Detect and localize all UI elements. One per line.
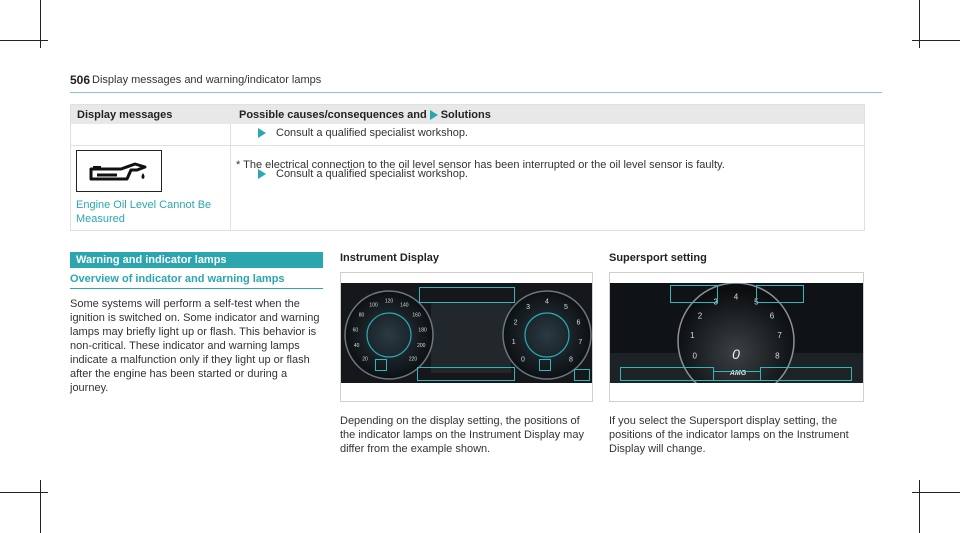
gauge-tick-label: 5 — [754, 297, 759, 307]
crop-mark — [912, 492, 960, 493]
triangle-arrow-icon — [258, 128, 266, 138]
gauge-tick-label: 160 — [412, 312, 421, 319]
gauge-tick-label: 3 — [713, 297, 718, 307]
gauge-tick-label: 0 — [521, 356, 525, 364]
gauge-tick-label: 3 — [526, 304, 531, 312]
gauge-tick-label: 5 — [563, 304, 568, 312]
oil-can-level-icon — [77, 151, 161, 191]
crop-mark — [919, 480, 920, 533]
table-header — [71, 105, 864, 124]
indicator-lamp-zone — [670, 285, 718, 303]
gauge-tick-label: 40 — [353, 343, 360, 350]
indicator-lamp-zone — [417, 367, 515, 381]
gauge-tick-label: 8 — [569, 356, 573, 364]
speed-readout: 0 — [732, 346, 740, 362]
gauge-tick-label: 8 — [775, 351, 780, 361]
gauge-tick-label: 7 — [777, 330, 782, 340]
page-header — [70, 73, 882, 93]
gauge-tick-label: 140 — [400, 302, 409, 309]
gauge-tick-label: 6 — [576, 319, 581, 327]
supersport-caption: If you select the Supersport display setting, the positions of the indicator lamps on the Instrument Display will change. — [609, 415, 849, 455]
column-header-solutions-text: Solutions — [440, 109, 491, 121]
gauge-tick-label: 4 — [733, 292, 739, 302]
indicator-lamp-zone — [419, 287, 515, 303]
gauge-tick-label: 7 — [578, 339, 583, 346]
gauge-tick-label: 200 — [417, 343, 426, 350]
overview-paragraph: Some systems will perform a self-test when the ignition is switched on. Some indicator and warning lamps may briefly light up or flash. This behavior is non-critical. These indicator and warning lamps indicate a malfunction only if they light up or flash after the engine has been started or during a journey. — [70, 298, 320, 394]
indicator-lamp-zone — [620, 367, 714, 381]
crop-mark — [912, 40, 960, 41]
cause-note: * The electrical connection to the oil level sensor has been interrupted or the oil level sensor is faulty. — [236, 159, 725, 171]
gauge-tick-label: 2 — [513, 319, 518, 327]
indicator-lamp-zone — [574, 369, 590, 381]
supersport-screen — [610, 283, 863, 383]
instrument-display-caption: Depending on the display setting, the positions of the indicator lamps on the Instrument Display may differ from the example shown. — [340, 415, 584, 455]
indicator-lamp-zone — [539, 359, 551, 371]
solution-bullet — [258, 168, 468, 180]
gauge-tick-label: 1 — [690, 330, 695, 340]
triangle-arrow-icon — [430, 110, 438, 120]
indicator-lamp-zone — [375, 359, 387, 371]
column-header-messages: Display messages — [77, 109, 173, 121]
brand-badge: AMG — [729, 370, 747, 377]
indicator-lamp-zone — [713, 371, 761, 381]
page-number: 506 — [70, 73, 91, 87]
gauge-tick-label: 4 — [545, 298, 549, 306]
column-header-causes-text: Possible causes/consequences and — [239, 109, 427, 121]
instrument-display-screen — [341, 283, 592, 383]
gauge-tick-label: 1 — [511, 339, 516, 346]
solution-text: Consult a qualified specialist workshop. — [276, 168, 468, 180]
solution-text: Consult a qualified specialist workshop. — [276, 127, 468, 139]
supersport-setting-title: Supersport setting — [609, 252, 707, 264]
gauge-tick-label: 60 — [352, 327, 359, 334]
indicator-lamp-zone — [756, 285, 804, 303]
solution-bullet — [258, 127, 468, 139]
column-divider — [230, 124, 231, 231]
supersport-figure — [609, 272, 864, 402]
gauge-tick-label: 180 — [418, 327, 427, 334]
column-header-causes — [239, 109, 491, 121]
gauge-tick-label: 6 — [769, 311, 775, 321]
gauge-tick-label: 0 — [692, 351, 697, 361]
section-title: Warning and indicator lamps — [70, 252, 323, 268]
gauge-tick-label: 220 — [408, 356, 418, 363]
message-label: Engine Oil Level Cannot Be Measured — [76, 199, 212, 225]
gauge-tick-label: 100 — [369, 302, 378, 309]
crop-mark — [0, 492, 48, 493]
subsection-title: Overview of indicator and warning lamps — [70, 273, 323, 289]
oil-level-symbol-box — [76, 150, 162, 192]
crop-mark — [0, 40, 48, 41]
gauge-tick-label: 80 — [358, 312, 365, 319]
crop-mark — [40, 480, 41, 533]
instrument-display-figure — [340, 272, 593, 402]
indicator-lamp-zone — [760, 367, 852, 381]
instrument-display-title: Instrument Display — [340, 252, 440, 264]
gauge-tick-label: 20 — [362, 356, 368, 363]
row-divider — [71, 145, 864, 146]
gauge-tick-label: 2 — [697, 311, 703, 321]
gauge-tick-label: 120 — [384, 298, 394, 305]
page-title: Display messages and warning/indicator lamps — [92, 74, 322, 86]
triangle-arrow-icon — [258, 169, 266, 179]
